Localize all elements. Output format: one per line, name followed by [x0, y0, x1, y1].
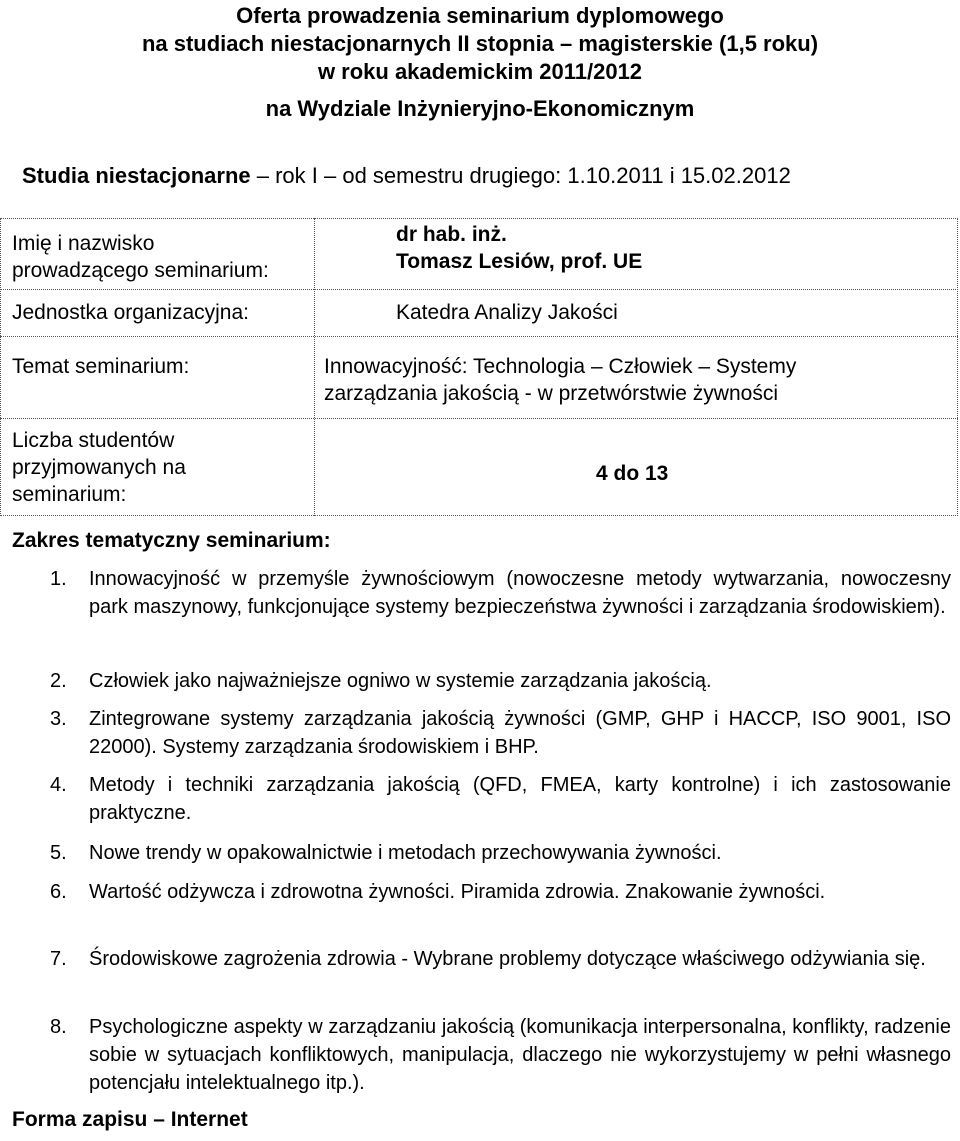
faculty-title: na Wydziale Inżynieryjno-Ekonomicznym — [265, 96, 695, 121]
table-border-left — [0, 218, 1, 516]
list-item-number: 1. — [50, 568, 67, 590]
list-item-text: Środowiskowe zagrożenia zdrowia - Wybrane problemy dotyczące właściwego odżywiania się. — [89, 948, 926, 970]
leader-value-line-1: dr hab. inż. — [396, 223, 507, 246]
seminar-info-table — [0, 218, 960, 516]
title-line-2: na studiach niestacjonarnych II stopnia – magisterskie (1,5 roku) — [141, 31, 819, 56]
student-count-label — [12, 427, 312, 508]
student-count-label-line-2: przyjmowanych na — [12, 456, 186, 479]
topic-value-line-1: Innowacyjność: Technologia – Człowiek – Systemy — [324, 355, 797, 378]
leader-label-line-1: Imię i nazwisko — [12, 232, 155, 255]
list-item-text: Zintegrowane systemy zarządzania jakością żywności (GMP, GHP i HACCP, ISO 9001, ISO 22000). Systemy zarządzania środowiskiem i BHP. — [89, 708, 951, 758]
list-item-number: 4. — [50, 774, 67, 796]
scope-heading: Zakres tematyczny seminarium: — [12, 529, 331, 552]
leader-value — [396, 221, 960, 275]
registration-form: Forma zapisu – Internet — [12, 1108, 248, 1131]
leader-value-line-2: Tomasz Lesiów, prof. UE — [396, 250, 643, 273]
study-dates: – rok I – od semestru drugiego: 1.10.2011 i 15.02.2012 — [250, 163, 791, 188]
list-item-number: 2. — [50, 670, 67, 692]
leader-label-line-2: prowadzącego seminarium: — [12, 259, 269, 282]
list-item-number: 6. — [50, 881, 67, 903]
table-border-top — [0, 218, 958, 219]
list-item-text: Wartość odżywcza i zdrowotna żywności. Piramida zdrowia. Znakowanie żywności. — [89, 881, 826, 903]
study-info — [22, 162, 791, 190]
student-count-label-line-3: seminarium: — [12, 483, 127, 506]
unit-value: Katedra Analizy Jakości — [396, 301, 618, 324]
list-item-number: 7. — [50, 948, 67, 970]
student-count-label-line-1: Liczba studentów — [12, 429, 175, 452]
unit-label: Jednostka organizacyjna: — [12, 301, 249, 324]
table-divider — [0, 336, 958, 337]
topic-label: Temat seminarium: — [12, 355, 190, 378]
list-item-text: Psychologiczne aspekty w zarządzaniu jakością (komunikacja interpersonalna, konflikty, radzenie sobie w sytuacjach konfliktowych, manipulacja, dlaczego nie wykorzystujemy w pełni własnego potencjału intelektualnego itp.). — [89, 1016, 951, 1094]
title-line-3: w roku akademickim 2011/2012 — [317, 59, 643, 84]
list-item-number: 5. — [50, 842, 67, 864]
table-divider — [0, 418, 958, 419]
table-column-divider — [314, 218, 315, 516]
topic-value-line-2: zarządzania jakością - w przetwórstwie żywności — [324, 382, 778, 405]
title-line-1: Oferta prowadzenia seminarium dyplomowego — [236, 3, 724, 28]
table-border-bottom — [0, 515, 958, 516]
student-count-value: 4 do 13 — [596, 462, 669, 485]
list-item-text: Człowiek jako najważniejsze ogniwo w systemie zarządzania jakością. — [89, 670, 712, 692]
topic-value — [324, 353, 944, 407]
study-mode: Studia niestacjonarne — [22, 163, 251, 188]
list-item-number: 3. — [50, 708, 67, 730]
list-item-number: 8. — [50, 1016, 67, 1038]
list-item-text: Nowe trendy w opakowalnictwie i metodach przechowywania żywności. — [89, 842, 722, 864]
leader-label — [12, 230, 312, 284]
list-item-text: Innowacyjność w przemyśle żywnościowym (nowoczesne metody wytwarzania, nowoczesny park maszynowy, funkcjonujące systemy bezpieczeństwa żywności i zarządzania środowiskiem). — [89, 568, 951, 618]
list-item-text: Metody i techniki zarządzania jakością (QFD, FMEA, karty kontrolne) i ich zastosowanie praktyczne. — [89, 774, 951, 824]
table-divider — [0, 289, 958, 290]
